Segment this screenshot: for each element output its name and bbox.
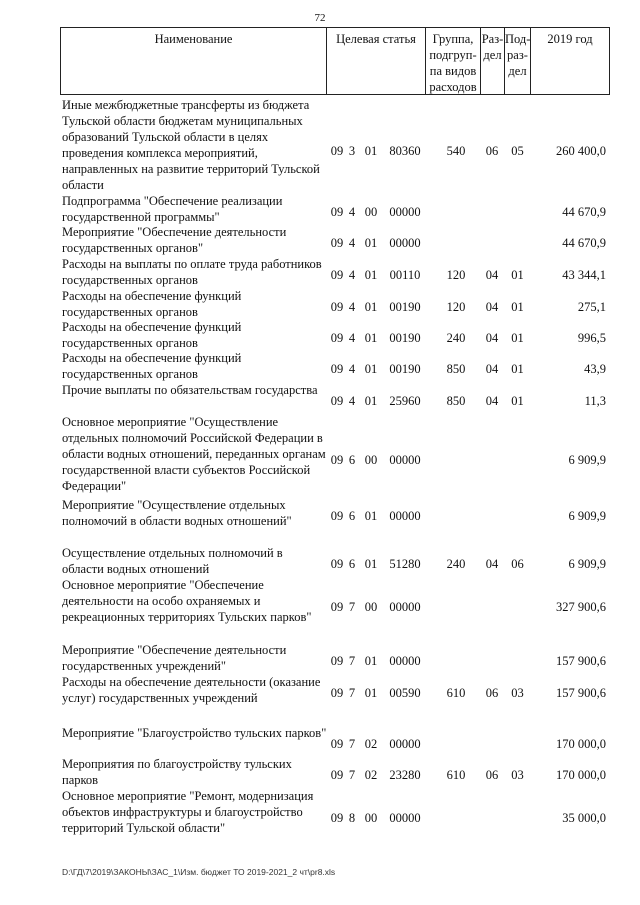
file-path: D:\ГД\7\2019\ЗАКОНЫ\ЗАС_1\Изм. бюджет ТО 2019-2021_2 чт\pr8.xls <box>62 867 336 877</box>
table-row <box>0 756 640 788</box>
cell-c4: 00000 <box>389 509 421 523</box>
cell-c3: 01 <box>364 654 378 668</box>
row-name: Расходы на обеспечение деятельности (оказание услуг) государственных учреждений <box>62 675 321 705</box>
cell-amt: 44 670,9 <box>562 236 606 250</box>
row-name: Мероприятие "Обеспечение деятельности государственных учреждений" <box>62 643 287 673</box>
cell-amt: 157 900,6 <box>556 654 606 668</box>
cell-amt: 43,9 <box>584 362 606 376</box>
header-podrazdel-line: Под- <box>505 32 531 46</box>
row-name: Расходы на обеспечение функций государственных органов <box>62 320 242 350</box>
table-row <box>0 674 640 706</box>
cell-c2: 8 <box>348 811 356 825</box>
cell-c1: 09 <box>330 686 344 700</box>
cell-c3: 01 <box>364 509 378 523</box>
cell-c1: 09 <box>330 331 344 345</box>
row-name: Расходы на обеспечение функций государственных органов <box>62 289 242 319</box>
cell-c1: 09 <box>330 236 344 250</box>
header-podrazdel-line: раз- <box>507 48 528 62</box>
cell-grp: 850 <box>446 362 466 376</box>
cell-amt: 275,1 <box>577 300 606 314</box>
cell-grp: 240 <box>446 331 466 345</box>
cell-c4: 00000 <box>389 236 421 250</box>
table-row <box>0 256 640 288</box>
cell-rz: 04 <box>485 362 499 376</box>
cell-c1: 09 <box>330 654 344 668</box>
cell-c1: 09 <box>330 362 344 376</box>
cell-rz: 04 <box>485 557 499 571</box>
cell-amt: 157 900,6 <box>556 686 606 700</box>
cell-prz: 01 <box>511 362 524 376</box>
cell-c3: 01 <box>364 686 378 700</box>
cell-c2: 4 <box>348 394 356 408</box>
cell-prz: 03 <box>511 686 524 700</box>
cell-c3: 01 <box>364 268 378 282</box>
row-name: Основное мероприятие "Осуществление отдельных полномочий Российской Федерации в области водных отношений, переданных органам государственной власти субъектов Российской Федерации" <box>62 415 326 493</box>
cell-amt: 170 000,0 <box>556 768 606 782</box>
row-name: Мероприятия по благоустройству тульских парков <box>62 757 292 787</box>
cell-prz: 01 <box>511 394 524 408</box>
cell-c4: 51280 <box>389 557 421 571</box>
cell-c4: 25960 <box>389 394 421 408</box>
cell-rz: 06 <box>485 144 499 158</box>
table-row <box>0 193 640 225</box>
cell-c3: 00 <box>364 600 378 614</box>
cell-c1: 09 <box>330 768 344 782</box>
header-group <box>425 27 481 95</box>
cell-prz: 05 <box>511 144 524 158</box>
row-name: Иные межбюджетные трансферты из бюджета Тульской области бюджетам муниципальных образований Тульской области в целях проведения комплекса мероприятий, направленных на развитие территорий Тульской области <box>62 98 320 192</box>
cell-c3: 01 <box>364 300 378 314</box>
cell-c3: 01 <box>364 331 378 345</box>
cell-rz: 04 <box>485 331 499 345</box>
cell-amt: 6 909,9 <box>568 453 606 467</box>
cell-amt: 11,3 <box>584 394 606 408</box>
cell-rz: 04 <box>485 268 499 282</box>
cell-c3: 01 <box>364 557 378 571</box>
table-row <box>0 642 640 674</box>
row-name: Расходы на обеспечение функций государственных органов <box>62 351 242 381</box>
cell-c2: 3 <box>348 144 356 158</box>
table-row <box>0 224 640 256</box>
header-target: Целевая статья <box>326 27 426 95</box>
table-row <box>0 788 640 836</box>
cell-amt: 996,5 <box>577 331 606 345</box>
cell-grp: 850 <box>446 394 466 408</box>
cell-grp: 610 <box>446 686 466 700</box>
cell-rz: 06 <box>485 686 499 700</box>
header-name: Наименование <box>60 27 327 95</box>
cell-c4: 00190 <box>389 362 421 376</box>
table-row <box>0 414 640 494</box>
cell-c2: 4 <box>348 362 356 376</box>
cell-c3: 00 <box>364 811 378 825</box>
cell-grp: 610 <box>446 768 466 782</box>
cell-c2: 7 <box>348 600 356 614</box>
cell-c3: 00 <box>364 453 378 467</box>
cell-c3: 01 <box>364 144 378 158</box>
cell-c1: 09 <box>330 205 344 219</box>
cell-amt: 44 670,9 <box>562 205 606 219</box>
cell-c2: 7 <box>348 737 356 751</box>
cell-c1: 09 <box>330 394 344 408</box>
cell-prz: 01 <box>511 331 524 345</box>
cell-c3: 02 <box>364 737 378 751</box>
table-row <box>0 725 640 757</box>
cell-c1: 09 <box>330 300 344 314</box>
cell-grp: 540 <box>446 144 466 158</box>
cell-c4: 80360 <box>389 144 421 158</box>
cell-amt: 327 900,6 <box>556 600 606 614</box>
cell-c4: 00000 <box>389 600 421 614</box>
row-name: Основное мероприятие "Ремонт, модернизация объектов инфраструктуры и благоустройство территорий Тульской области" <box>62 789 314 835</box>
cell-c4: 00190 <box>389 300 421 314</box>
header-podrazdel <box>504 27 531 95</box>
cell-amt: 43 344,1 <box>562 268 606 282</box>
cell-c2: 4 <box>348 331 356 345</box>
cell-prz: 01 <box>511 300 524 314</box>
cell-c2: 7 <box>348 768 356 782</box>
cell-c4: 00190 <box>389 331 421 345</box>
cell-c4: 00000 <box>389 654 421 668</box>
row-name: Мероприятие "Благоустройство тульских парков" <box>62 726 327 740</box>
cell-c2: 4 <box>348 236 356 250</box>
cell-amt: 6 909,9 <box>568 557 606 571</box>
cell-c4: 00590 <box>389 686 421 700</box>
cell-c4: 00000 <box>389 811 421 825</box>
table-row <box>0 97 640 193</box>
cell-amt: 170 000,0 <box>556 737 606 751</box>
cell-c2: 4 <box>348 205 356 219</box>
header-podrazdel-line: дел <box>508 64 527 78</box>
header-razdel-line: дел <box>483 48 502 62</box>
header-group-line: подгруп- <box>429 48 477 62</box>
cell-amt: 260 400,0 <box>556 144 606 158</box>
row-name: Расходы на выплаты по оплате труда работников государственных органов <box>62 257 322 287</box>
cell-c3: 01 <box>364 236 378 250</box>
cell-grp: 240 <box>446 557 466 571</box>
cell-c1: 09 <box>330 268 344 282</box>
cell-c4: 23280 <box>389 768 421 782</box>
table-row <box>0 497 640 529</box>
table-row <box>0 319 640 351</box>
header-group-line: Группа, <box>432 32 474 46</box>
table-row <box>0 545 640 577</box>
cell-c2: 6 <box>348 453 356 467</box>
cell-c2: 7 <box>348 654 356 668</box>
cell-prz: 03 <box>511 768 524 782</box>
cell-rz: 06 <box>485 768 499 782</box>
cell-c2: 6 <box>348 557 356 571</box>
row-name: Подпрограмма "Обеспечение реализации государственной программы" <box>62 194 283 224</box>
cell-prz: 01 <box>511 268 524 282</box>
cell-c4: 00110 <box>389 268 421 282</box>
table-row <box>0 577 640 625</box>
page-number: 72 <box>314 12 326 24</box>
header-year: 2019 год <box>530 27 610 95</box>
header-razdel <box>480 27 505 95</box>
table-row <box>0 350 640 382</box>
cell-rz: 04 <box>485 394 499 408</box>
cell-c2: 4 <box>348 268 356 282</box>
cell-c2: 4 <box>348 300 356 314</box>
cell-amt: 6 909,9 <box>568 509 606 523</box>
cell-c3: 02 <box>364 768 378 782</box>
row-name: Основное мероприятие "Обеспечение деятельности на особо охраняемых и рекреационных территориях Тульских парков" <box>62 578 312 624</box>
cell-c3: 01 <box>364 362 378 376</box>
row-name: Прочие выплаты по обязательствам государства <box>62 383 318 397</box>
cell-c1: 09 <box>330 557 344 571</box>
cell-grp: 120 <box>446 268 466 282</box>
cell-grp: 120 <box>446 300 466 314</box>
cell-c1: 09 <box>330 509 344 523</box>
cell-c1: 09 <box>330 811 344 825</box>
cell-prz: 06 <box>511 557 524 571</box>
cell-c1: 09 <box>330 453 344 467</box>
cell-rz: 04 <box>485 300 499 314</box>
cell-amt: 35 000,0 <box>562 811 606 825</box>
cell-c1: 09 <box>330 600 344 614</box>
cell-c1: 09 <box>330 737 344 751</box>
cell-c2: 6 <box>348 509 356 523</box>
cell-c1: 09 <box>330 144 344 158</box>
cell-c3: 01 <box>364 394 378 408</box>
table-row <box>0 288 640 320</box>
row-name: Мероприятие "Обеспечение деятельности государственных органов" <box>62 225 287 255</box>
table-row <box>0 382 640 414</box>
cell-c2: 7 <box>348 686 356 700</box>
cell-c4: 00000 <box>389 453 421 467</box>
cell-c4: 00000 <box>389 205 421 219</box>
row-name: Осуществление отдельных полномочий в области водных отношений <box>62 546 283 576</box>
row-name: Мероприятие "Осуществление отдельных полномочий в области водных отношений" <box>62 498 292 528</box>
header-group-line: па видов <box>429 64 477 78</box>
cell-c3: 00 <box>364 205 378 219</box>
cell-c4: 00000 <box>389 737 421 751</box>
header-group-line: расходов <box>429 80 477 94</box>
header-razdel-line: Раз- <box>481 32 504 46</box>
